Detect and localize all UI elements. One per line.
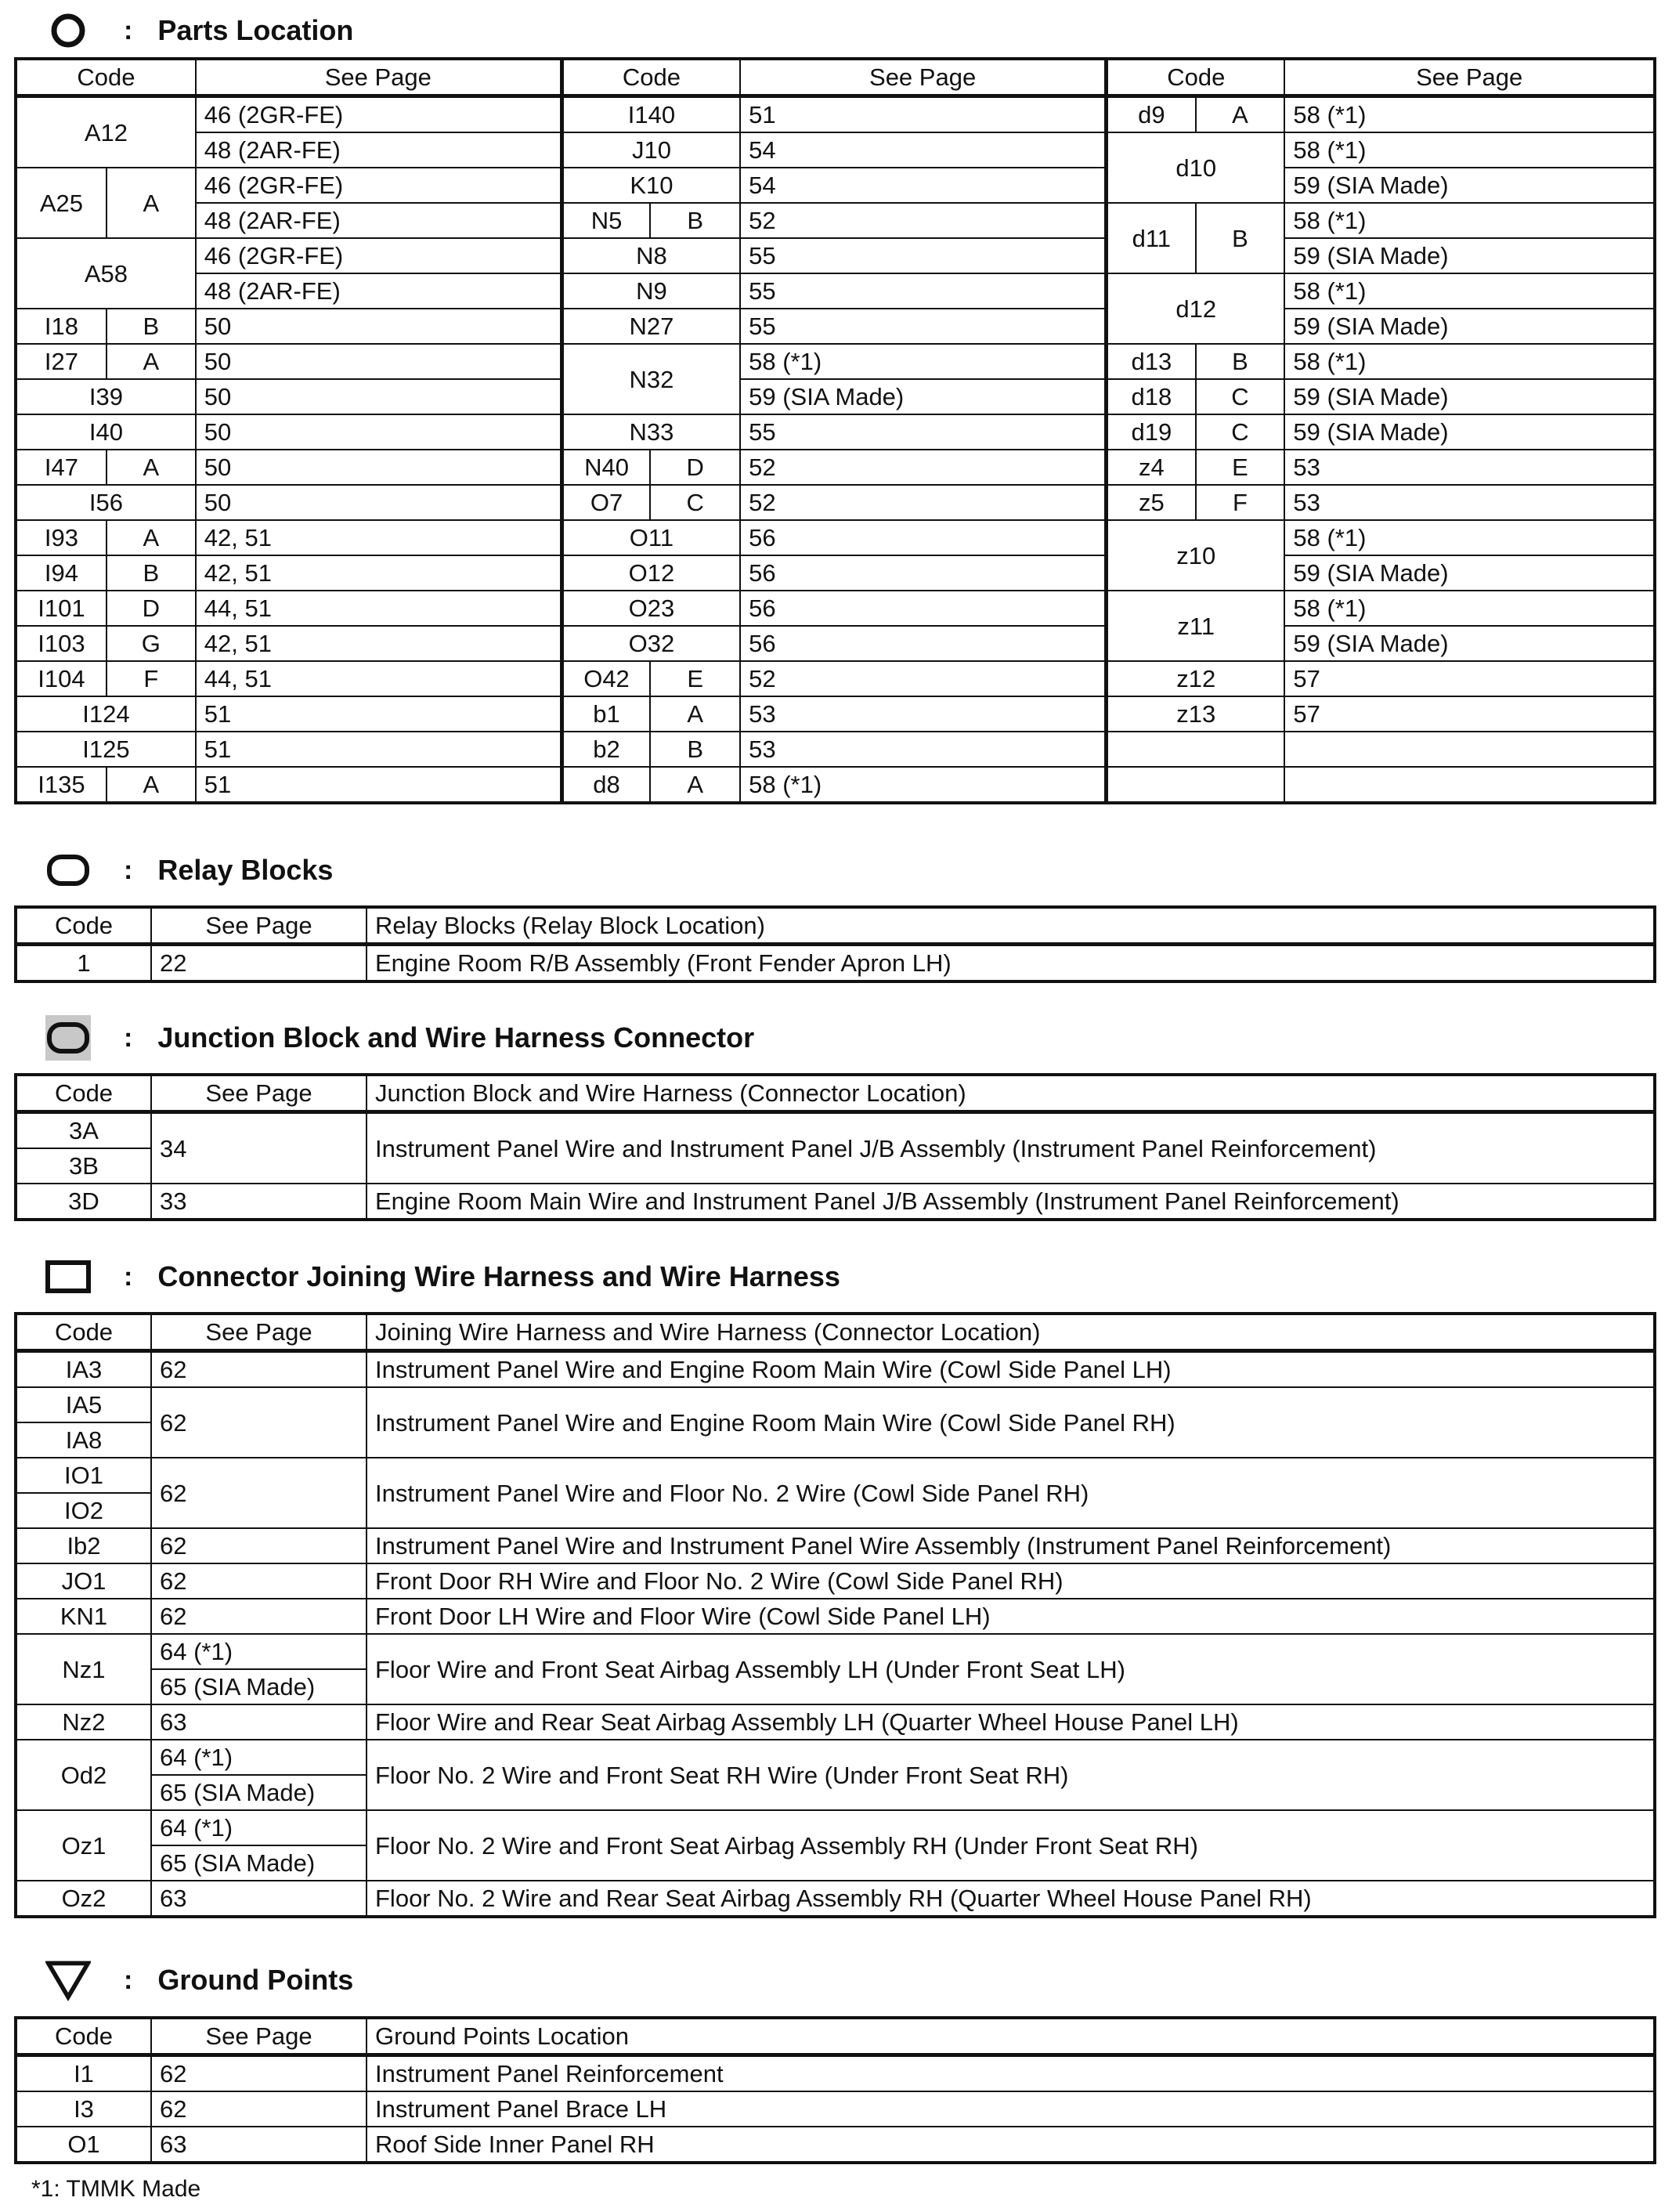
colon: : <box>124 1022 133 1053</box>
code-cell: 3D <box>16 1184 151 1219</box>
connector-letter-cell: E <box>650 661 740 696</box>
code-cell: I93 <box>16 520 107 555</box>
table-row <box>16 1528 1654 1563</box>
location-cell: Instrument Panel Wire and Engine Room Main Wire (Cowl Side Panel LH) <box>367 1351 1654 1388</box>
table-row <box>16 309 1654 344</box>
location-cell: Floor No. 2 Wire and Front Seat Airbag Assembly RH (Under Front Seat RH) <box>367 1810 1654 1881</box>
header-code: Code <box>16 1075 151 1112</box>
code-cell: b2 <box>562 732 650 767</box>
code-cell: Oz1 <box>16 1810 151 1881</box>
header-code: Code <box>16 1314 151 1351</box>
colon: : <box>124 855 133 885</box>
connector-letter-cell: B <box>1196 344 1285 379</box>
table-row <box>16 485 1654 520</box>
page-cell: 50 <box>196 344 562 379</box>
connector-letter-cell: E <box>1196 450 1285 485</box>
code-cell: I40 <box>16 414 196 450</box>
location-cell: Floor No. 2 Wire and Rear Seat Airbag Assembly RH (Quarter Wheel House Panel RH) <box>367 1881 1654 1916</box>
page-cell: 48 (2AR-FE) <box>196 203 562 238</box>
connector-letter-cell: B <box>107 555 196 591</box>
page-cell: 59 (SIA Made) <box>1284 309 1654 344</box>
page-cell: 50 <box>196 450 562 485</box>
code-cell: A25 <box>16 168 107 238</box>
page-cell: 63 <box>151 2127 367 2162</box>
table-row <box>16 626 1654 661</box>
table-row <box>16 661 1654 696</box>
code-cell: b1 <box>562 696 650 732</box>
page-cell: 44, 51 <box>196 661 562 696</box>
table-row <box>16 2055 1654 2092</box>
code-cell: IA3 <box>16 1351 151 1388</box>
table-row <box>16 1387 1654 1422</box>
code-cell: A12 <box>16 96 196 168</box>
code-cell: Od2 <box>16 1740 151 1810</box>
page-cell: 62 <box>151 1563 367 1599</box>
table-header-row <box>16 1314 1654 1351</box>
page-cell: 53 <box>1284 450 1654 485</box>
page-cell: 59 (SIA Made) <box>740 379 1107 414</box>
page-cell: 59 (SIA Made) <box>1284 379 1654 414</box>
colon: : <box>124 1261 133 1292</box>
page-cell: 54 <box>740 132 1107 168</box>
relay-blocks-table <box>16 907 1655 981</box>
table-row <box>16 696 1654 732</box>
page-cell: 48 (2AR-FE) <box>196 132 562 168</box>
page-cell: 51 <box>196 696 562 732</box>
location-cell: Floor Wire and Rear Seat Airbag Assembly LH (Quarter Wheel House Panel LH) <box>367 1704 1654 1740</box>
page-cell: 42, 51 <box>196 520 562 555</box>
page-cell: 62 <box>151 2055 367 2092</box>
connector-letter-cell: B <box>650 732 740 767</box>
header-see-page: See Page <box>151 908 367 945</box>
location-cell: Front Door RH Wire and Floor No. 2 Wire (Cowl Side Panel RH) <box>367 1563 1654 1599</box>
page-cell: 55 <box>740 309 1107 344</box>
table-row <box>16 1112 1654 1149</box>
code-cell: O42 <box>562 661 650 696</box>
page-cell: 55 <box>740 238 1107 273</box>
table-row <box>16 2091 1654 2127</box>
header-location: Joining Wire Harness and Wire Harness (Connector Location) <box>367 1314 1654 1351</box>
page-cell: 55 <box>740 414 1107 450</box>
page-cell: 22 <box>151 945 367 981</box>
table-row <box>16 414 1654 450</box>
table-row <box>16 1351 1654 1388</box>
table-row <box>16 379 1654 414</box>
connector-letter-cell: A <box>107 450 196 485</box>
code-cell: I3 <box>16 2091 151 2127</box>
page-cell: 59 (SIA Made) <box>1284 626 1654 661</box>
code-cell: N8 <box>562 238 740 273</box>
code-cell: d13 <box>1107 344 1196 379</box>
code-cell: Ib2 <box>16 1528 151 1563</box>
header-location: Relay Blocks (Relay Block Location) <box>367 908 1654 945</box>
connector-letter-cell: D <box>107 591 196 626</box>
code-cell: N27 <box>562 309 740 344</box>
code-cell: 3A <box>16 1112 151 1149</box>
code-cell: N32 <box>562 344 740 414</box>
table-row <box>16 1881 1654 1916</box>
page-cell: 58 (*1) <box>1284 96 1654 133</box>
connector-letter-cell: F <box>107 661 196 696</box>
page-cell: 44, 51 <box>196 591 562 626</box>
page-cell: 50 <box>196 485 562 520</box>
code-cell: I124 <box>16 696 196 732</box>
page-cell: 42, 51 <box>196 626 562 661</box>
page-cell: 58 (*1) <box>1284 273 1654 309</box>
page-cell: 65 (SIA Made) <box>151 1775 367 1810</box>
page-cell: 34 <box>151 1112 367 1184</box>
page-cell: 51 <box>196 732 562 767</box>
connector-joining-heading <box>45 1251 840 1303</box>
page-cell: 56 <box>740 555 1107 591</box>
connector-letter-cell: A <box>1196 96 1285 133</box>
ground-points-heading <box>45 1954 353 2006</box>
table-row <box>16 767 1654 802</box>
code-cell: d19 <box>1107 414 1196 450</box>
header-code: Code <box>16 908 151 945</box>
code-cell: N40 <box>562 450 650 485</box>
junction-block-table <box>16 1075 1655 1220</box>
table-row <box>16 203 1654 238</box>
code-cell: I103 <box>16 626 107 661</box>
location-cell: Instrument Panel Brace LH <box>367 2091 1654 2127</box>
code-cell: d8 <box>562 767 650 802</box>
page-cell: 58 (*1) <box>1284 520 1654 555</box>
section-title: Ground Points <box>157 1964 354 1996</box>
code-cell: z4 <box>1107 450 1196 485</box>
code-cell: J10 <box>562 132 740 168</box>
page-cell: 62 <box>151 1387 367 1458</box>
header-see-page: See Page <box>1284 60 1654 96</box>
connector-letter-cell: B <box>107 309 196 344</box>
page-cell: 59 (SIA Made) <box>1284 555 1654 591</box>
header-see-page: See Page <box>151 1075 367 1112</box>
page-cell: 46 (2GR-FE) <box>196 168 562 203</box>
code-cell: A58 <box>16 238 196 309</box>
circle-symbol-icon <box>45 8 91 53</box>
shaded-rounded-rect-symbol-icon <box>45 1015 91 1061</box>
table-row <box>16 591 1654 626</box>
table-header-row <box>16 1075 1654 1112</box>
table-row <box>16 1810 1654 1845</box>
page-cell: 53 <box>740 696 1107 732</box>
code-cell: I18 <box>16 309 107 344</box>
code-cell: I94 <box>16 555 107 591</box>
code-cell: N5 <box>562 203 650 238</box>
page-cell: 52 <box>740 485 1107 520</box>
code-cell: O32 <box>562 626 740 661</box>
location-cell: Floor No. 2 Wire and Front Seat RH Wire (Under Front Seat RH) <box>367 1740 1654 1810</box>
ground-points-table <box>16 2018 1655 2163</box>
section-title: Parts Location <box>157 14 354 46</box>
table-row <box>16 1184 1654 1219</box>
location-cell: Front Door LH Wire and Floor Wire (Cowl Side Panel LH) <box>367 1599 1654 1634</box>
code-cell: JO1 <box>16 1563 151 1599</box>
page-cell: 58 (*1) <box>740 767 1107 802</box>
colon: : <box>124 15 133 45</box>
table-row <box>16 1740 1654 1775</box>
page-cell: 57 <box>1284 661 1654 696</box>
code-cell: Nz2 <box>16 1704 151 1740</box>
code-cell: K10 <box>562 168 740 203</box>
code-cell: O23 <box>562 591 740 626</box>
page-cell: 46 (2GR-FE) <box>196 238 562 273</box>
page-cell: 59 (SIA Made) <box>1284 168 1654 203</box>
code-cell: 3B <box>16 1148 151 1184</box>
header-see-page: See Page <box>196 60 562 96</box>
page-cell: 48 (2AR-FE) <box>196 273 562 309</box>
table-row <box>16 2127 1654 2162</box>
colon: : <box>124 1964 133 1995</box>
code-cell: d10 <box>1107 132 1285 203</box>
page-cell: 54 <box>740 168 1107 203</box>
location-cell: Instrument Panel Wire and Instrument Panel J/B Assembly (Instrument Panel Reinforcement) <box>367 1112 1654 1184</box>
empty-cell <box>1284 767 1654 802</box>
connector-letter-cell: C <box>1196 379 1285 414</box>
page-cell: 62 <box>151 1528 367 1563</box>
location-cell: Instrument Panel Wire and Instrument Panel Wire Assembly (Instrument Panel Reinforcement) <box>367 1528 1654 1563</box>
header-see-page: See Page <box>151 2019 367 2055</box>
section-title: Connector Joining Wire Harness and Wire Harness <box>157 1260 840 1292</box>
connector-letter-cell: B <box>1196 203 1285 273</box>
connector-letter-cell: C <box>1196 414 1285 450</box>
header-see-page: See Page <box>151 1314 367 1351</box>
code-cell: z12 <box>1107 661 1285 696</box>
page-cell: 51 <box>196 767 562 802</box>
table-row <box>16 238 1654 273</box>
page-cell: 33 <box>151 1184 367 1219</box>
page-cell: 46 (2GR-FE) <box>196 96 562 133</box>
page-cell: 62 <box>151 1351 367 1388</box>
table-row <box>16 1599 1654 1634</box>
code-cell: O7 <box>562 485 650 520</box>
code-cell: N33 <box>562 414 740 450</box>
connector-letter-cell: F <box>1196 485 1285 520</box>
section-title: Relay Blocks <box>157 854 334 886</box>
code-cell: z5 <box>1107 485 1196 520</box>
page-cell: 57 <box>1284 696 1654 732</box>
header-code: Code <box>1107 60 1285 96</box>
page-cell: 50 <box>196 414 562 450</box>
header-code: Code <box>562 60 740 96</box>
location-cell: Roof Side Inner Panel RH <box>367 2127 1654 2162</box>
code-cell: I27 <box>16 344 107 379</box>
connector-letter-cell: A <box>107 767 196 802</box>
page-cell: 64 (*1) <box>151 1634 367 1669</box>
page-cell: 59 (SIA Made) <box>1284 414 1654 450</box>
page-cell: 58 (*1) <box>1284 203 1654 238</box>
table-row <box>16 1634 1654 1669</box>
page-cell: 53 <box>740 732 1107 767</box>
code-cell: I135 <box>16 767 107 802</box>
code-cell: d11 <box>1107 203 1196 273</box>
code-cell: IA8 <box>16 1422 151 1458</box>
connector-joining-table <box>16 1314 1655 1917</box>
page-cell: 56 <box>740 591 1107 626</box>
connector-letter-cell: A <box>107 344 196 379</box>
code-cell: IO2 <box>16 1493 151 1528</box>
page-cell: 56 <box>740 520 1107 555</box>
table-header-row <box>16 908 1654 945</box>
code-cell: N9 <box>562 273 740 309</box>
code-cell: z11 <box>1107 591 1285 661</box>
code-cell: Oz2 <box>16 1881 151 1916</box>
triangle-symbol-icon <box>45 1957 91 2003</box>
page-cell: 62 <box>151 2091 367 2127</box>
parts-location-table <box>16 59 1655 803</box>
page-cell: 53 <box>1284 485 1654 520</box>
page-cell: 58 (*1) <box>1284 344 1654 379</box>
code-cell: I140 <box>562 96 740 133</box>
code-cell: KN1 <box>16 1599 151 1634</box>
page-cell: 62 <box>151 1458 367 1528</box>
code-cell: d18 <box>1107 379 1196 414</box>
page-cell: 52 <box>740 450 1107 485</box>
code-cell: I39 <box>16 379 196 414</box>
rounded-rect-symbol-icon <box>45 848 91 893</box>
code-cell: IO1 <box>16 1458 151 1493</box>
header-code: Code <box>16 2019 151 2055</box>
connector-letter-cell: A <box>650 767 740 802</box>
code-cell: IA5 <box>16 1387 151 1422</box>
code-cell: d9 <box>1107 96 1196 133</box>
connector-letter-cell: A <box>107 520 196 555</box>
page-cell: 63 <box>151 1704 367 1740</box>
location-cell: Instrument Panel Reinforcement <box>367 2055 1654 2092</box>
table-row <box>16 1458 1654 1493</box>
page-cell: 64 (*1) <box>151 1810 367 1845</box>
code-cell: z10 <box>1107 520 1285 591</box>
page-cell: 59 (SIA Made) <box>1284 238 1654 273</box>
code-cell: 1 <box>16 945 151 981</box>
code-cell: I1 <box>16 2055 151 2092</box>
header-location: Junction Block and Wire Harness (Connector Location) <box>367 1075 1654 1112</box>
table-row <box>16 273 1654 309</box>
table-row <box>16 450 1654 485</box>
page-cell: 58 (*1) <box>1284 591 1654 626</box>
page-cell: 55 <box>740 273 1107 309</box>
empty-cell <box>1107 767 1285 802</box>
code-cell: I47 <box>16 450 107 485</box>
location-cell: Instrument Panel Wire and Engine Room Main Wire (Cowl Side Panel RH) <box>367 1387 1654 1458</box>
table-row <box>16 168 1654 203</box>
square-symbol-icon <box>45 1254 91 1299</box>
section-title: Junction Block and Wire Harness Connector <box>157 1021 755 1054</box>
code-cell: O11 <box>562 520 740 555</box>
location-cell: Instrument Panel Wire and Floor No. 2 Wire (Cowl Side Panel RH) <box>367 1458 1654 1528</box>
location-cell: Engine Room Main Wire and Instrument Panel J/B Assembly (Instrument Panel Reinforcement) <box>367 1184 1654 1219</box>
page-cell: 42, 51 <box>196 555 562 591</box>
table-row <box>16 520 1654 555</box>
page-cell: 58 (*1) <box>740 344 1107 379</box>
page-cell: 56 <box>740 626 1107 661</box>
connector-letter-cell: B <box>650 203 740 238</box>
location-cell: Engine Room R/B Assembly (Front Fender Apron LH) <box>367 945 1654 981</box>
code-cell: I125 <box>16 732 196 767</box>
connector-letter-cell: A <box>107 168 196 238</box>
code-cell: Nz1 <box>16 1634 151 1704</box>
connector-letter-cell: D <box>650 450 740 485</box>
page-cell: 64 (*1) <box>151 1740 367 1775</box>
table-row <box>16 96 1654 133</box>
page-cell: 52 <box>740 203 1107 238</box>
table-row <box>16 732 1654 767</box>
page-cell: 50 <box>196 309 562 344</box>
code-cell: I104 <box>16 661 107 696</box>
table-row <box>16 945 1654 981</box>
code-cell: I56 <box>16 485 196 520</box>
table-row <box>16 1563 1654 1599</box>
code-cell: I101 <box>16 591 107 626</box>
page-cell: 63 <box>151 1881 367 1916</box>
header-see-page: See Page <box>740 60 1107 96</box>
code-cell: O12 <box>562 555 740 591</box>
table-header-row <box>16 60 1654 96</box>
page-cell: 65 (SIA Made) <box>151 1845 367 1881</box>
header-code: Code <box>16 60 196 96</box>
header-location: Ground Points Location <box>367 2019 1654 2055</box>
code-cell: O1 <box>16 2127 151 2162</box>
page-cell: 51 <box>740 96 1107 133</box>
page-cell: 50 <box>196 379 562 414</box>
empty-cell <box>1107 732 1285 767</box>
relay-blocks-heading <box>45 844 333 896</box>
empty-cell <box>1284 732 1654 767</box>
page-cell: 62 <box>151 1599 367 1634</box>
connector-letter-cell: C <box>650 485 740 520</box>
table-row <box>16 132 1654 168</box>
table-row <box>16 555 1654 591</box>
parts-location-heading <box>45 5 353 56</box>
code-cell: z13 <box>1107 696 1285 732</box>
connector-letter-cell: G <box>107 626 196 661</box>
location-cell: Floor Wire and Front Seat Airbag Assembly LH (Under Front Seat LH) <box>367 1634 1654 1704</box>
connector-letter-cell: A <box>650 696 740 732</box>
page-cell: 58 (*1) <box>1284 132 1654 168</box>
table-row <box>16 1704 1654 1740</box>
page-cell: 65 (SIA Made) <box>151 1669 367 1704</box>
code-cell: d12 <box>1107 273 1285 344</box>
table-row <box>16 344 1654 379</box>
footnote: *1: TMMK Made <box>31 2176 201 2202</box>
table-header-row <box>16 2019 1654 2055</box>
junction-block-heading <box>45 1012 754 1064</box>
page-cell: 52 <box>740 661 1107 696</box>
